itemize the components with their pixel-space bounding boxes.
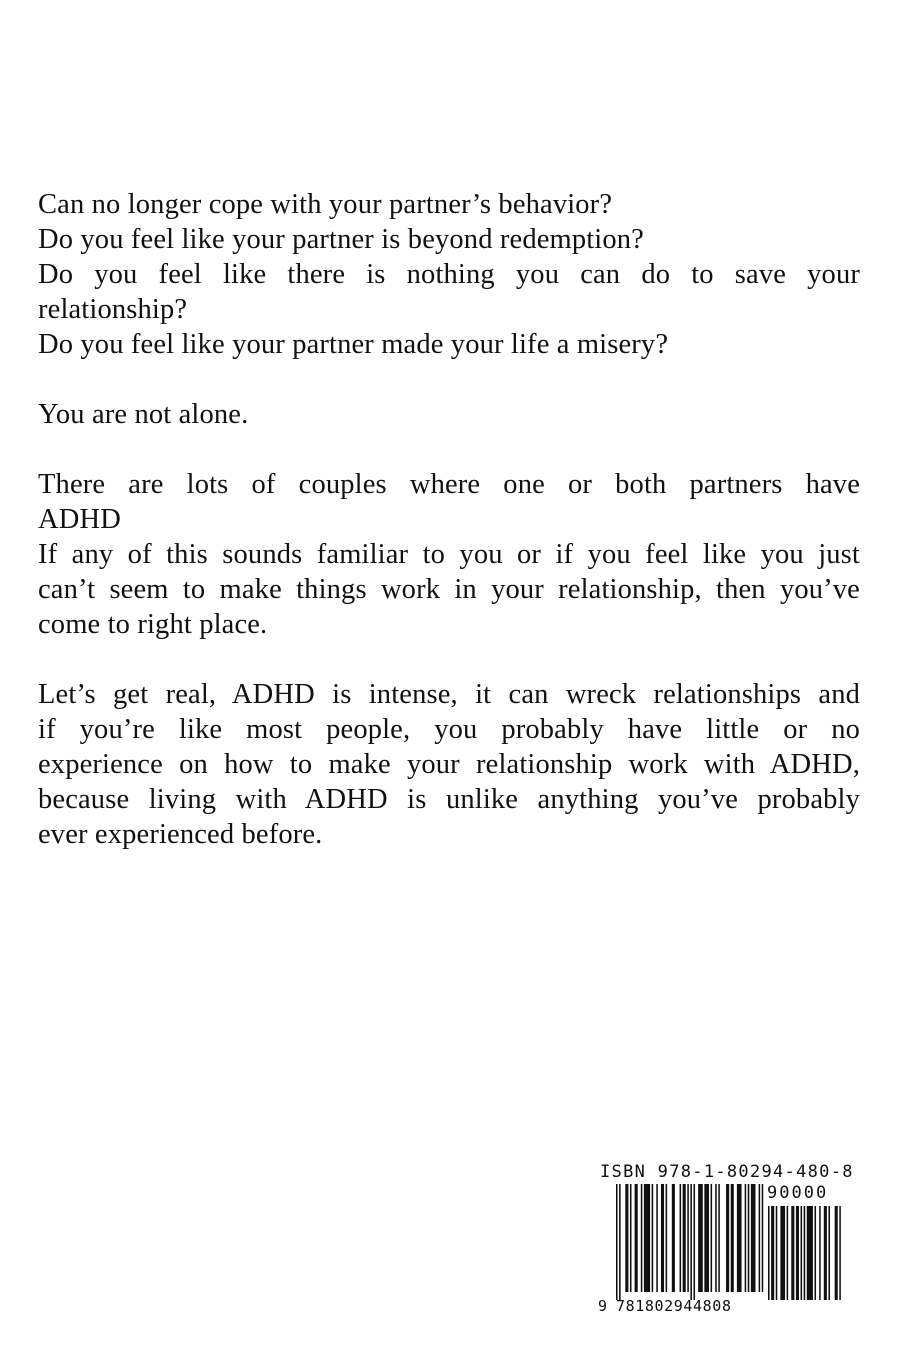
barcode-bar: [680, 1184, 682, 1292]
barcode-bar: [687, 1184, 689, 1292]
barcode-bar: [616, 1184, 618, 1300]
barcode-bar: [835, 1206, 838, 1300]
body-line: ADHD: [38, 504, 121, 535]
barcode-bar: [661, 1184, 664, 1292]
barcode-bar: [791, 1206, 794, 1300]
barcode-bar: [804, 1206, 806, 1300]
barcode-bar: [718, 1184, 720, 1292]
barcode-bar: [698, 1184, 703, 1292]
question-line: Do you feel like there is nothing you can do to save your: [38, 259, 860, 290]
body-line: If any of this sounds familiar to you or if you feel like you just: [38, 539, 860, 570]
barcode-bar: [683, 1184, 686, 1292]
ean-lead-digit: 9: [598, 1297, 608, 1315]
barcode-bar: [711, 1184, 713, 1292]
isbn-label: ISBN 978-1-80294-480-8: [600, 1162, 854, 1182]
barcode-bar: [796, 1206, 799, 1300]
question-line: Can no longer cope with your partner’s behavior?: [38, 189, 613, 220]
question-line: Do you feel like your partner made your life a misery?: [38, 329, 669, 360]
barcode-bar: [644, 1184, 650, 1292]
barcode-bar: [824, 1206, 827, 1300]
barcode-bar: [737, 1184, 742, 1292]
barcode-bar: [656, 1184, 658, 1292]
barcode-bar: [759, 1184, 761, 1292]
barcode-bar: [652, 1184, 654, 1292]
body-line: ever experienced before.: [38, 819, 323, 850]
question-line: relationship?: [38, 294, 188, 325]
barcode-bar: [762, 1184, 764, 1292]
barcode-bar: [635, 1184, 638, 1292]
blurb-text: [38, 187, 860, 887]
body-line: There are lots of couples where one or both partners have: [38, 469, 860, 500]
couples-paragraph: [38, 467, 860, 642]
barcode-bar: [625, 1184, 628, 1292]
barcode-bar: [807, 1206, 813, 1300]
body-line: can’t seem to make things work in your relationship, then you’ve: [38, 574, 860, 605]
barcode-bar: [731, 1184, 734, 1292]
question-line: Do you feel like your partner is beyond redemption?: [38, 224, 644, 255]
barcode-bar: [751, 1184, 756, 1292]
barcode-bar: [715, 1184, 717, 1292]
barcode-bar: [768, 1206, 770, 1300]
barcode-bar: [815, 1206, 817, 1300]
real-talk-paragraph: [38, 677, 860, 852]
body-line: experience on how to make your relationship work with ADHD,: [38, 749, 860, 780]
barcode-bar: [704, 1184, 709, 1292]
barcode-bar: [780, 1206, 785, 1300]
barcode-bar: [619, 1184, 621, 1300]
barcode-bar: [828, 1206, 830, 1300]
alone-line: You are not alone.: [38, 399, 249, 430]
barcode-bar: [694, 1184, 696, 1300]
barcode-bar: [690, 1184, 692, 1300]
barcode-bar: [776, 1206, 778, 1300]
barcode-bar: [630, 1184, 632, 1292]
barcode-bar: [666, 1184, 668, 1292]
questions-paragraph: [38, 187, 860, 362]
barcode-bar: [801, 1206, 803, 1300]
body-line: if you’re like most people, you probably have little or no: [38, 714, 860, 745]
barcode-bar: [771, 1206, 774, 1300]
barcode-bar: [745, 1184, 747, 1292]
ean-number: 781802944808: [616, 1297, 732, 1315]
barcode-bar: [672, 1184, 675, 1292]
barcode-bar: [748, 1184, 750, 1292]
body-line: Let’s get real, ADHD is intense, it can wreck relationships and: [38, 679, 860, 710]
isbn-barcode: [598, 1160, 858, 1335]
body-line: because living with ADHD is unlike anything you’ve probably: [38, 784, 860, 815]
barcode-bar: [726, 1184, 729, 1292]
price-addon-code: 90000: [767, 1183, 829, 1203]
body-line: come to right place.: [38, 609, 268, 640]
barcode-bar: [787, 1206, 789, 1300]
barcode-bar: [839, 1206, 841, 1300]
barcode-bar: [641, 1184, 643, 1292]
alone-paragraph: [38, 397, 860, 432]
barcode-bar: [819, 1206, 821, 1300]
